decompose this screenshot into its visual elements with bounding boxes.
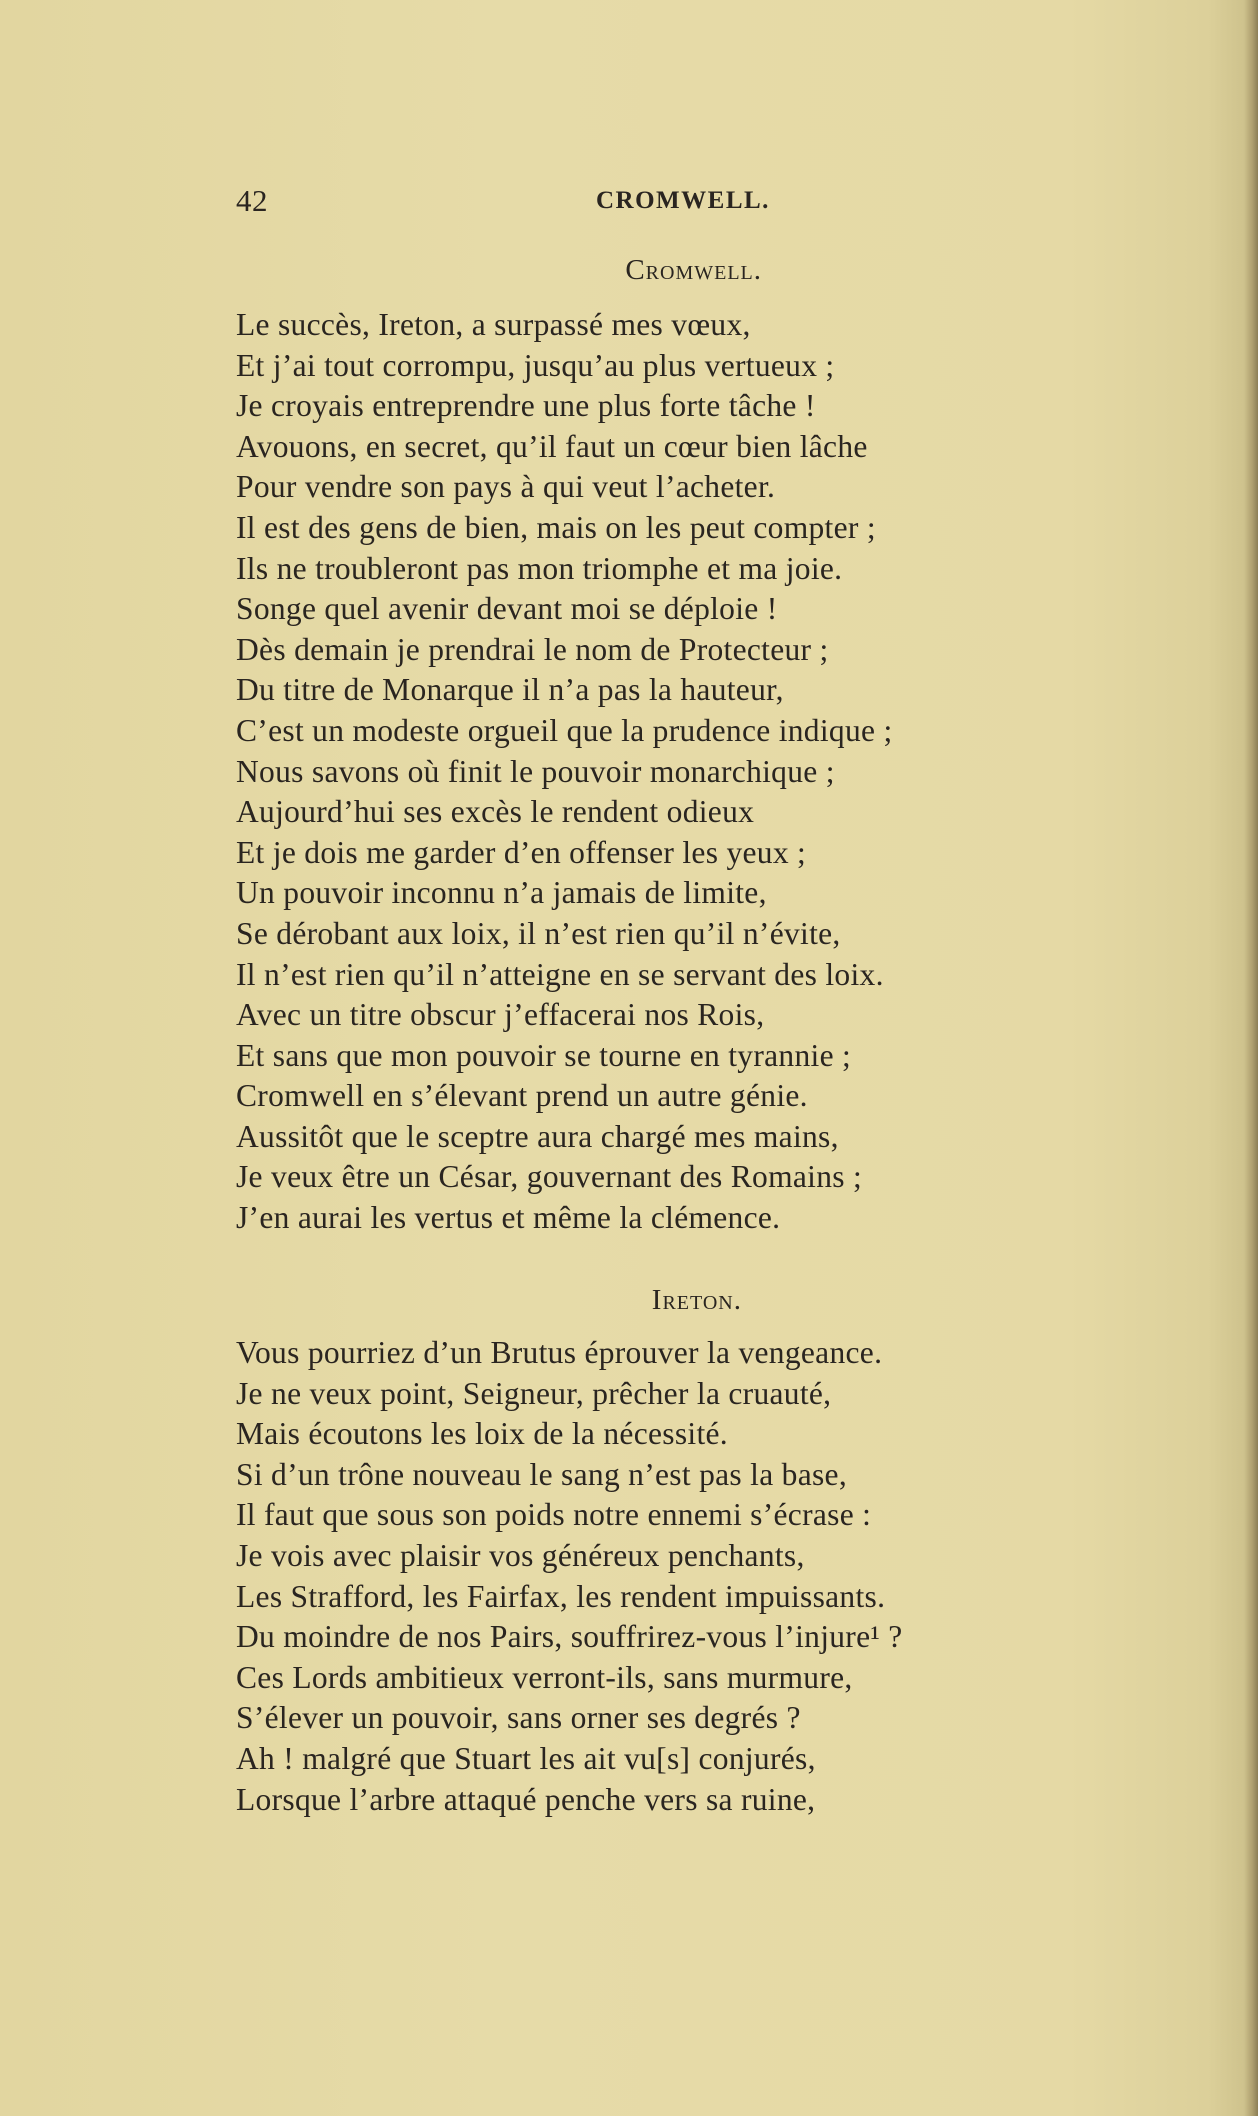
verse-line: Avouons, en secret, qu’il faut un cœur bien lâche bbox=[236, 428, 868, 464]
verse-line: J’en aurai les vertus et même la clémence. bbox=[236, 1200, 781, 1236]
verse-line: Mais écoutons les loix de la nécessité. bbox=[236, 1416, 728, 1452]
verse-line: Je vois avec plaisir vos généreux penchants, bbox=[236, 1537, 805, 1573]
verse-line: Les Strafford, les Fairfax, les rendent impuissants. bbox=[236, 1578, 886, 1614]
verse-line: Le succès, Ireton, a surpassé mes vœux, bbox=[236, 307, 751, 342]
verse-line: Je croyais entreprendre une plus forte tâche ! bbox=[236, 388, 816, 424]
verse-line: Aujourd’hui ses excès le rendent odieux bbox=[236, 794, 755, 830]
verse-line: Aussitôt que le sceptre aura chargé mes mains, bbox=[236, 1118, 839, 1154]
verse-line: Je veux être un César, gouvernant des Romains ; bbox=[236, 1159, 863, 1195]
verse-line: Ah ! malgré que Stuart les ait vu[s] conjurés, bbox=[236, 1740, 816, 1776]
verse-line: Se dérobant aux loix, il n’est rien qu’il n’évite, bbox=[236, 915, 841, 951]
verse-block-cromwell bbox=[236, 305, 893, 1239]
verse-line: Dès demain je prendrai le nom de Protecteur ; bbox=[236, 631, 829, 667]
verse-line: Il est des gens de bien, mais on les peut compter ; bbox=[236, 509, 876, 545]
verse-block-ireton bbox=[236, 1333, 903, 1820]
verse-line: Cromwell en s’élevant prend un autre génie. bbox=[236, 1078, 808, 1114]
verse-line: C’est un modeste orgueil que la prudence indique ; bbox=[236, 712, 893, 748]
page-number: 42 bbox=[236, 183, 268, 218]
running-head bbox=[236, 183, 936, 223]
verse-line: Un pouvoir inconnu n’a jamais de limite, bbox=[236, 875, 767, 911]
verse-line: Lorsque l’arbre attaqué penche vers sa ruine, bbox=[236, 1781, 816, 1817]
verse-line: Et sans que mon pouvoir se tourne en tyrannie ; bbox=[236, 1037, 852, 1073]
verse-line: Du titre de Monarque il n’a pas la hauteur, bbox=[236, 672, 784, 708]
verse-line: Avec un titre obscur j’effacerai nos Rois, bbox=[236, 997, 765, 1033]
verse-line: Ils ne troubleront pas mon triomphe et ma joie. bbox=[236, 550, 843, 586]
verse-line: Si d’un trône nouveau le sang n’est pas la base, bbox=[236, 1456, 847, 1492]
verse-line: Pour vendre son pays à qui veut l’acheter. bbox=[236, 469, 776, 505]
page-edge-shadow bbox=[1244, 0, 1258, 2116]
verse-line: Songe quel avenir devant moi se déploie ! bbox=[236, 591, 778, 627]
speaker-cromwell: Cromwell. bbox=[625, 254, 762, 286]
running-title: CROMWELL. bbox=[596, 187, 770, 214]
speaker-ireton: Ireton. bbox=[651, 1284, 742, 1316]
verse-line: Et j’ai tout corrompu, jusqu’au plus vertueux ; bbox=[236, 347, 835, 383]
verse-line: Nous savons où finit le pouvoir monarchique ; bbox=[236, 753, 835, 789]
verse-line: Je ne veux point, Seigneur, prêcher la cruauté, bbox=[236, 1375, 832, 1411]
verse-line: Vous pourriez d’un Brutus éprouver la vengeance. bbox=[236, 1335, 883, 1370]
verse-line: Du moindre de nos Pairs, souffrirez-vous l’injure¹ ? bbox=[236, 1619, 903, 1655]
verse-line: Et je dois me garder d’en offenser les yeux ; bbox=[236, 834, 807, 870]
verse-line: Il n’est rien qu’il n’atteigne en se servant des loix. bbox=[236, 956, 884, 992]
verse-line: Ces Lords ambitieux verront-ils, sans murmure, bbox=[236, 1659, 853, 1695]
verse-line: Il faut que sous son poids notre ennemi s’écrase : bbox=[236, 1497, 872, 1533]
verse-line: S’élever un pouvoir, sans orner ses degrés ? bbox=[236, 1700, 801, 1736]
